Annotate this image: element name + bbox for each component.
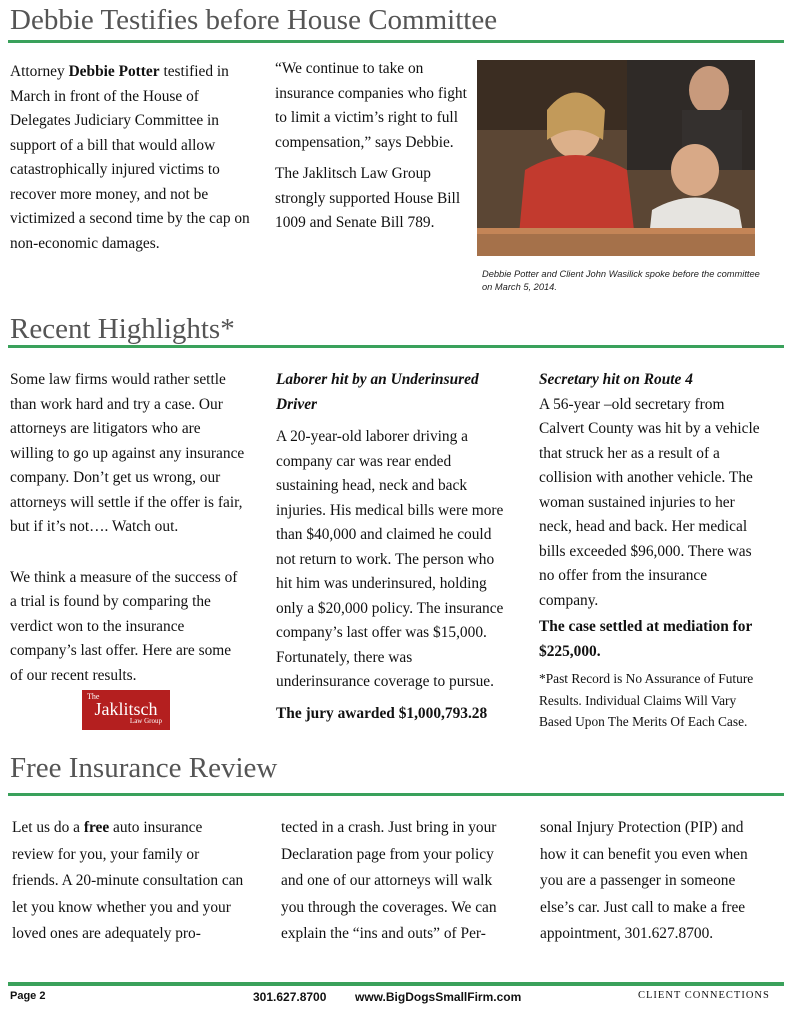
committee-photo (477, 60, 755, 256)
section-divider (8, 793, 784, 796)
intro-paragraph-2: We think a measure of the success of a trial is found by comparing the verdict won to the insurance company’s last offer. Here are some of our recent results. (10, 568, 238, 684)
photo-caption: Debbie Potter and Client John Wasilick spoke before the committee on March 5, 2014. (482, 269, 760, 292)
section-title-testifies: Debbie Testifies before House Committee (10, 4, 498, 36)
attorney-name: Debbie Potter (68, 63, 160, 80)
intro-paragraph-1: Some law firms would rather settle than work hard and try a case. Our attorneys are litigators who are willing to go up against any insurance company. Don’t get us wrong, our attorneys will settle if the offer is fair, but if it’s not…. Watch out. (10, 371, 245, 535)
review-column-2: tected in a crash. Just bring in your Declaration page from your policy and one of our attorneys will walk you through the coverages. We can explain the “ins and outs” of Per- (281, 819, 497, 942)
footer-phone: 301.627.8700 (253, 990, 327, 1004)
highlights-intro (10, 368, 246, 688)
section-title-highlights: Recent Highlights* (10, 313, 235, 345)
case-body: A 20-year-old laborer driving a company car was rear ended sustaining head, neck and back injuries. His medical bills were more than $40,000 and claimed he could not return to work. The person who hit him was underinsured, holding only a $20,000 policy. The insurance company’s last offer was $15,000. Fortunately, there was underinsurance coverage to pursue. (276, 428, 504, 690)
case-heading: Secretary hit on Route 4 (539, 371, 693, 388)
footer-divider (8, 982, 784, 986)
section-title-insurance-review: Free Insurance Review (10, 752, 278, 784)
review-column-3: sonal Injury Protection (PIP) and how it can benefit you even when you are a passenger in someone else’s car. Just call to make a free appointment, 301.627.8700. (540, 819, 748, 942)
case-heading: Laborer hit by an Underinsured Driver (276, 371, 479, 413)
case-laborer (276, 368, 508, 726)
review-column-1: Let us do a free auto insurance review for you, your family or friends. A 20-minute consultation can let you know whether you and your loved ones are adequately pro- (12, 819, 244, 942)
disclaimer: *Past Record is No Assurance of Future Results. Individual Claims Will Vary Based Upon The Merits Of Each Case. (539, 671, 754, 729)
case-result: The case settled at mediation for $225,000. (539, 618, 753, 660)
case-body: A 56-year –old secretary from Calvert County was hit by a vehicle that struck her as a result of a collision with another vehicle. The woman sustained injuries to her neck, head and back. Her medical bills exceeded $96,000. There was no offer from the insurance company. (539, 395, 760, 609)
quote-column (275, 57, 470, 236)
debbie-quote: “We continue to take on insurance companies who fight to limit a victim’s right to full compensation,” says Debbie. (275, 60, 467, 151)
section-divider (8, 345, 784, 348)
page-number: Page 2 (10, 990, 46, 1002)
case-secretary (539, 368, 767, 733)
case-result: The jury awarded $1,000,793.28 (276, 704, 488, 722)
jaklitsch-logo: The Jaklitsch Law Group (82, 690, 170, 730)
section-divider (8, 40, 784, 43)
bill-support-text: The Jaklitsch Law Group strongly supported House Bill 1009 and Senate Bill 789. (275, 165, 461, 231)
newsletter-label: CLIENT CONNECTIONS (638, 990, 770, 1001)
testimony-paragraph: Attorney Debbie Potter testified in March in front of the House of Delegates Judiciary Committee in support of a bill that would allow catastrophically injured victims to recover more money, and not be victimized a second time by the cap on non-economic damages. (10, 63, 250, 252)
footer-website[interactable]: www.BigDogsSmallFirm.com (355, 990, 522, 1004)
